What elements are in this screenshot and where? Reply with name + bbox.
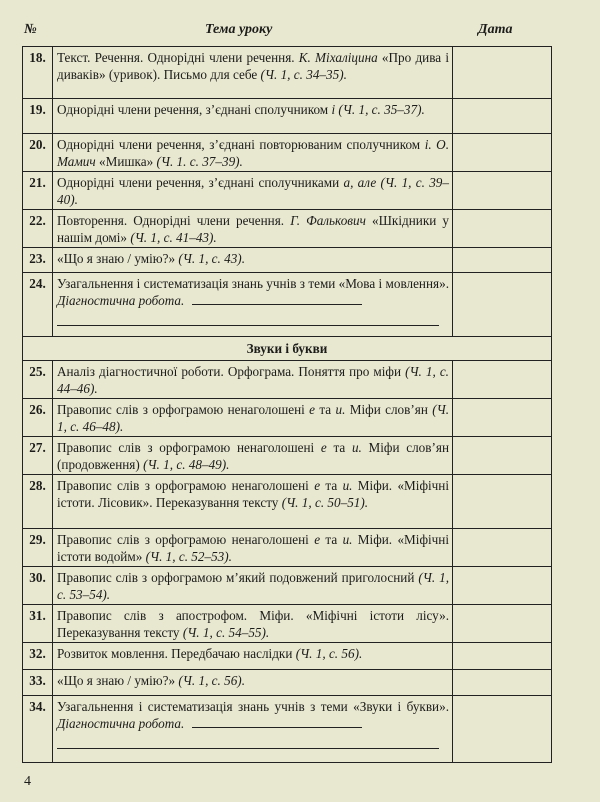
date-cell[interactable] [453,273,552,337]
lesson-topic [53,399,453,437]
topic-reference: и. [342,478,353,493]
topic-reference: (Ч. 1, с. 52–53). [145,549,232,564]
topic-text: Правопис слів з орфограмою ненаголошені [57,440,321,455]
lesson-number: 34. [23,696,53,763]
topic-reference: Діагностична робота. [57,716,185,731]
lesson-number: 21. [23,172,53,210]
topic-text: та [320,478,343,493]
date-cell[interactable] [453,643,552,670]
lesson-topic [53,529,453,567]
topic-reference: і. О. Мамич [57,137,450,169]
topic-reference: е [320,440,327,455]
table-row [23,47,552,99]
topic-reference: (Ч. 1, с. 54–55). [182,625,270,640]
topic-reference: е [314,532,321,547]
section-heading: Звуки і букви [23,337,552,361]
topic-text: та [315,402,336,417]
topic-text: Міфи слов’ян (продовження) [57,440,450,472]
topic-reference: е [309,402,316,417]
topic-reference: (Ч. 1, с. 46–48). [57,402,450,434]
topic-reference: (Ч. 1. с. 37–39). [156,154,243,169]
topic-reference: (Ч. 1, с. 48–49). [143,457,230,472]
lesson-topic [53,567,453,605]
topic-text: «Мишка» [95,154,157,169]
topic-reference: (Ч. 1, с. 41–43). [130,230,217,245]
topic-text: Розвиток мовлення. Передбачаю наслідки [57,646,296,661]
topic-reference: К. Міхаліцина [298,50,378,65]
table-row [23,696,552,763]
lesson-number: 33. [23,670,53,696]
date-cell[interactable] [453,210,552,248]
fill-in-line[interactable] [57,309,439,326]
date-cell[interactable] [453,172,552,210]
lesson-topic [53,643,453,670]
topic-reference: Діагностична робота. [57,293,185,308]
topic-reference: (Ч. 1, с. 56). [295,646,363,661]
lesson-number: 26. [23,399,53,437]
topic-reference: (Ч. 1, с. 34–35). [260,67,347,82]
table-row [23,134,552,172]
topic-reference: (Ч. 1, с. 43). [178,251,245,266]
table-row [23,670,552,696]
section-row [23,337,552,361]
date-cell[interactable] [453,361,552,399]
lesson-topic [53,605,453,643]
column-header-number: № [24,22,37,37]
topic-text: «Що я знаю / умію?» [57,673,179,688]
lesson-number: 32. [23,643,53,670]
date-cell[interactable] [453,437,552,475]
fill-in-line[interactable] [57,732,439,749]
lesson-topic [53,134,453,172]
table-row [23,437,552,475]
fill-in-blank[interactable] [192,292,362,305]
lesson-number: 29. [23,529,53,567]
date-cell[interactable] [453,47,552,99]
topic-text: Правопис слів з орфограмою ненаголошені [57,478,315,493]
table-row [23,605,552,643]
table-row [23,273,552,337]
topic-text: та [326,440,352,455]
topic-text: «Про дива і диваків» (уривок). Письмо для себе [57,50,449,82]
lesson-topic [53,696,453,763]
topic-text: Однорідні члени речення, з’єднані сполучником [57,102,332,117]
lesson-topic [53,273,453,337]
table-row [23,399,552,437]
lesson-number: 31. [23,605,53,643]
fill-in-blank[interactable] [192,715,362,728]
topic-reference: и. [351,440,362,455]
topic-reference: Г. Фалькович [290,213,366,228]
lesson-topic [53,172,453,210]
table-row [23,210,552,248]
lesson-number: 22. [23,210,53,248]
lesson-number: 28. [23,475,53,529]
date-cell[interactable] [453,670,552,696]
lesson-number: 20. [23,134,53,172]
lesson-topic [53,670,453,696]
topic-text: Міфи. «Міфічні істоти. Лісовик». Переказування тексту [57,478,450,510]
topic-text: Правопис слів з орфограмою м’який подовжений приголосний [57,570,419,585]
date-cell[interactable] [453,696,552,763]
topic-text: Повторення. Однорідні члени речення. [57,213,291,228]
date-cell[interactable] [453,475,552,529]
date-cell[interactable] [453,248,552,273]
lesson-topic [53,475,453,529]
lesson-number: 30. [23,567,53,605]
lesson-number: 24. [23,273,53,337]
topic-text: «Що я знаю / умію?» [57,251,179,266]
lesson-plan-table [22,46,552,763]
date-cell[interactable] [453,134,552,172]
topic-reference: и. [335,402,346,417]
lesson-topic [53,210,453,248]
column-header-date: Дата [478,22,513,37]
table-row [23,567,552,605]
topic-text: Міфи. «Міфічні істоти водойм» [57,532,450,564]
date-cell[interactable] [453,605,552,643]
topic-text: Правопис слів з апострофом. Міфи. «Міфічні істоти лісу». Переказування тексту [57,608,449,640]
topic-text: Однорідні члени речення, з’єднані сполучниками [57,175,344,190]
table-row [23,361,552,399]
table-row [23,475,552,529]
lesson-number: 19. [23,99,53,134]
date-cell[interactable] [453,399,552,437]
topic-reference: (Ч. 1, с. 44–46). [57,364,449,396]
column-header-topic: Тема уроку [205,22,273,37]
topic-reference: (Ч. 1, с. 50–51). [281,495,369,510]
date-cell[interactable] [453,567,552,605]
topic-text: Правопис слів з орфограмою ненаголошені [57,402,310,417]
topic-reference: а, але (Ч. 1, с. 39–40). [57,175,449,207]
table-row [23,529,552,567]
topic-reference: и. [342,532,353,547]
topic-text: «Шкідники у нашім домі» [57,213,449,245]
topic-text: Міфи слов’ян [345,402,433,417]
topic-text: та [320,532,343,547]
date-cell[interactable] [453,99,552,134]
topic-text: Аналіз діагностичної роботи. Орфограма. Поняття про міфи [57,364,406,379]
topic-text: Узагальнення і систематизація знань учнів з теми «Мова і мовлення». [57,276,449,291]
topic-reference: (Ч. 1, с. 53–54). [57,570,450,602]
page-number: 4 [24,774,31,789]
lesson-number: 27. [23,437,53,475]
topic-text: Однорідні члени речення, з’єднані повторюваним сполучником [57,137,425,152]
table-row [23,248,552,273]
topic-reference: е [314,478,321,493]
lesson-topic [53,99,453,134]
topic-reference: і (Ч. 1, с. 35–37). [331,102,425,117]
topic-text: Узагальнення і систематизація знань учнів з теми «Звуки і букви». [57,699,449,714]
lesson-number: 25. [23,361,53,399]
lesson-topic [53,437,453,475]
topic-reference: (Ч. 1, с. 56). [178,673,245,688]
date-cell[interactable] [453,529,552,567]
topic-text: Правопис слів з орфограмою ненаголошені [57,532,315,547]
table-row [23,172,552,210]
topic-text: Текст. Речення. Однорідні члени речення. [57,50,299,65]
lesson-topic [53,361,453,399]
lesson-topic [53,47,453,99]
lesson-topic [53,248,453,273]
table-row [23,99,552,134]
lesson-number: 18. [23,47,53,99]
lesson-number: 23. [23,248,53,273]
table-row [23,643,552,670]
